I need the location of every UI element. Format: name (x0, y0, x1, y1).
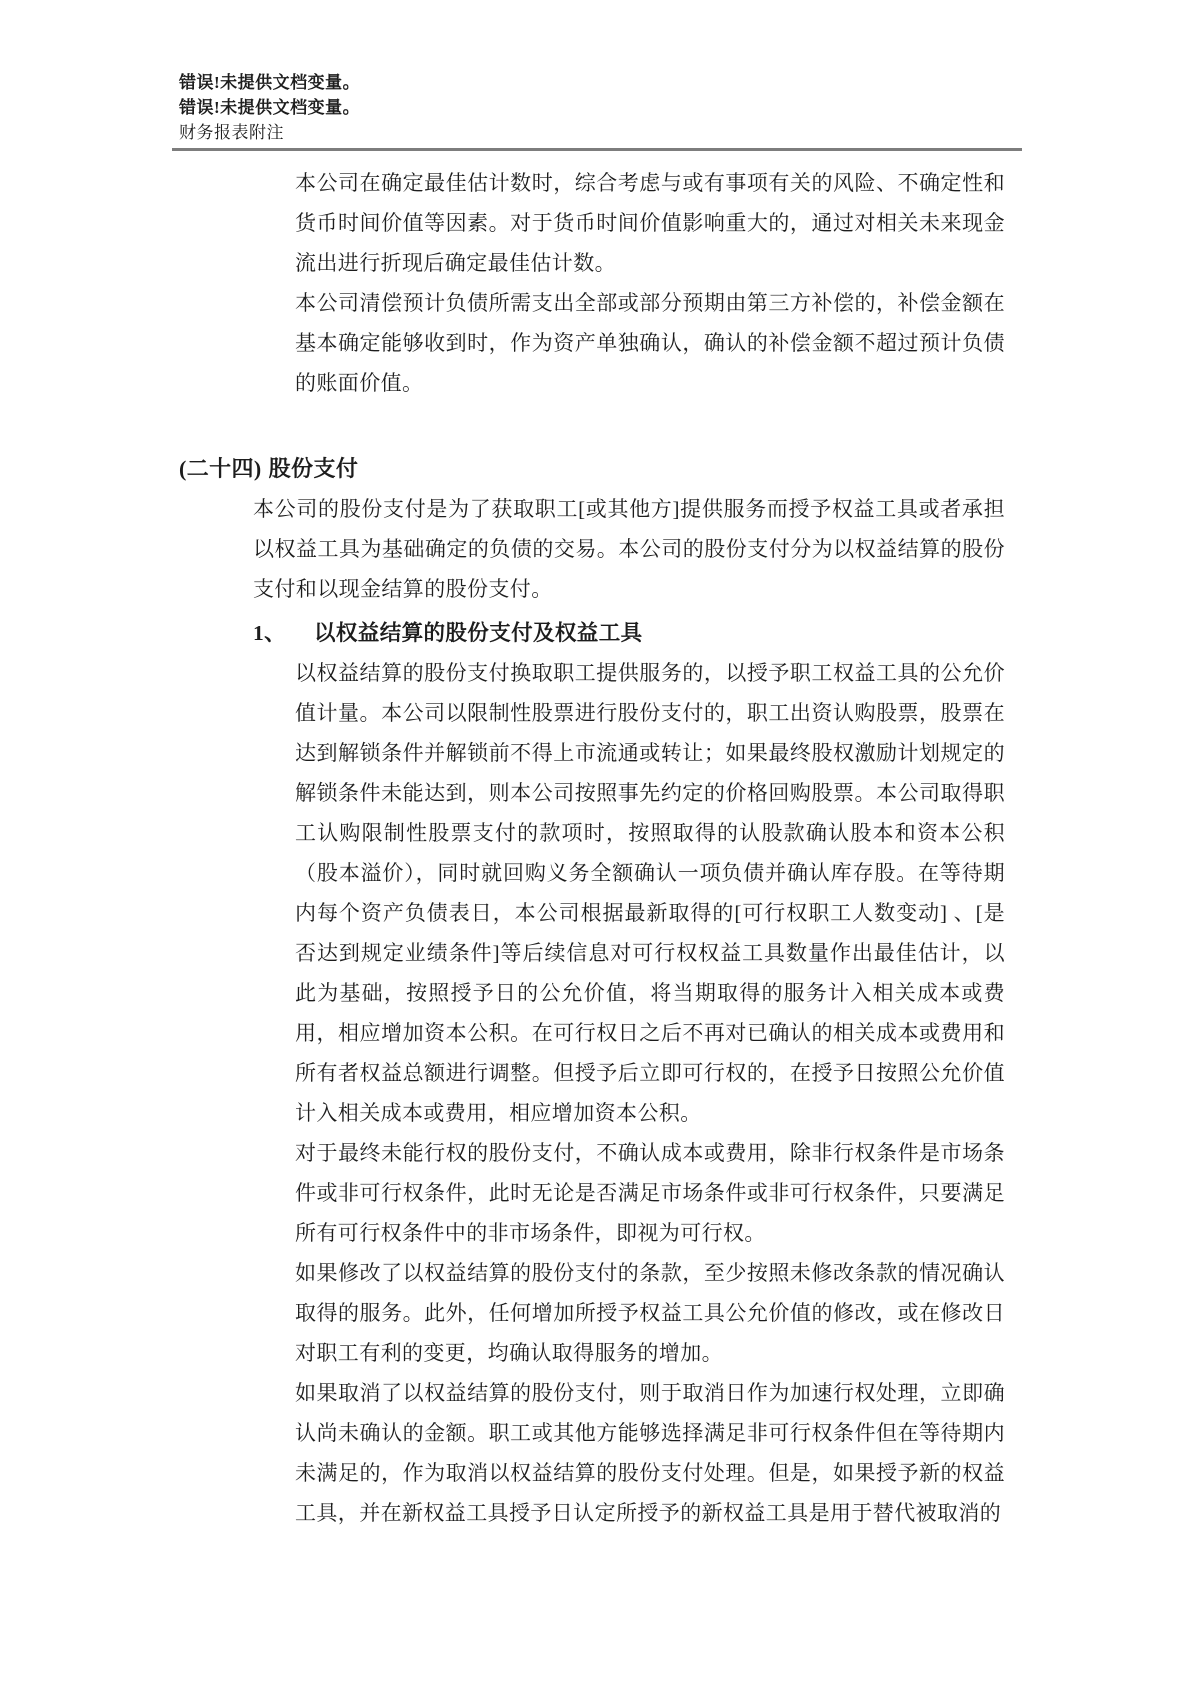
subsection-title: 以权益结算的股份支付及权益工具 (314, 621, 643, 645)
page-header (179, 70, 1200, 151)
subsection-number: 1、 (253, 621, 287, 645)
header-doc-variable-error-1: 错误!未提供文档变量。 (179, 73, 361, 92)
paragraph-terms-modification: 如果修改了以权益结算的股份支付的条款，至少按照未修改条款的情况确认取得的服务。此外，任何增加所授予权益工具公允价值的修改，或在修改日对职工有利的变更，均确认取得服务的增加。 (295, 1261, 1005, 1365)
header-doc-variable-error-2: 错误!未提供文档变量。 (179, 98, 361, 117)
paragraph-equity-settled-measurement: 以权益结算的股份支付换取职工提供服务的，以授予职工权益工具的公允价值计量。本公司以限制性股票进行股份支付的，职工出资认购股票，股票在达到解锁条件并解锁前不得上市流通或转让；如果最终股权激励计划规定的解锁条件未能达到，则本公司按照事先约定的价格回购股票。本公司取得职工认购限制性股票支付的款项时，按照取得的认股款确认股本和资本公积（股本溢价），同时就回购义务全额确认一项负债并确认库存股。在等待期内每个资产负债表日，本公司根据最新取得的[可行权职工人数变动] 、[是否达到规定业绩条件]等后续信息对可行权权益工具数量作出最佳估计，以此为基础，按照授予日的公允价值，将当期取得的服务计入相关成本或费用，相应增加资本公积。在可行权日之后不再对已确认的相关成本或费用和所有者权益总额进行调整。但授予后立即可行权的，在授予日按照公允价值计入相关成本或费用，相应增加资本公积。 (295, 661, 1005, 1125)
section-number: (二十四) (179, 456, 262, 481)
paragraph-unvested-treatment: 对于最终未能行权的股份支付，不确认成本或费用，除非行权条件是市场条件或非可行权条件，此时无论是否满足市场条件或非可行权条件，只要满足所有可行权条件中的非市场条件，即视为可行权。 (295, 1141, 1005, 1245)
document-body (179, 163, 1200, 1533)
section-title: 股份支付 (268, 456, 359, 481)
paragraph-best-estimate: 本公司在确定最佳估计数时，综合考虑与或有事项有关的风险、不确定性和货币时间价值等因素。对于货币时间价值影响重大的，通过对相关未来现金流出进行折现后确定最佳估计数。 (295, 171, 1005, 275)
paragraph-third-party-compensation: 本公司清偿预计负债所需支出全部或部分预期由第三方补偿的，补偿金额在基本确定能够收到时，作为资产单独确认，确认的补偿金额不超过预计负债的账面价值。 (295, 291, 1005, 395)
section-lead-paragraph: 本公司的股份支付是为了获取职工[或其他方]提供服务而授予权益工具或者承担以权益工具为基础确定的负债的交易。本公司的股份支付分为以权益结算的股份支付和以现金结算的股份支付。 (253, 497, 1005, 601)
section-heading-share-based-payment (179, 449, 1200, 489)
header-doc-title: 财务报表附注 (179, 123, 284, 142)
header-divider-rule (172, 148, 1022, 151)
subsection-heading-equity-settled (253, 613, 1200, 653)
paragraph-cancellation-treatment: 如果取消了以权益结算的股份支付，则于取消日作为加速行权处理，立即确认尚未确认的金额。职工或其他方能够选择满足非可行权条件但在等待期内未满足的，作为取消以权益结算的股份支付处理。但是，如果授予新的权益工具，并在新权益工具授予日认定所授予的新权益工具是用于替代被取消的 (295, 1381, 1005, 1525)
